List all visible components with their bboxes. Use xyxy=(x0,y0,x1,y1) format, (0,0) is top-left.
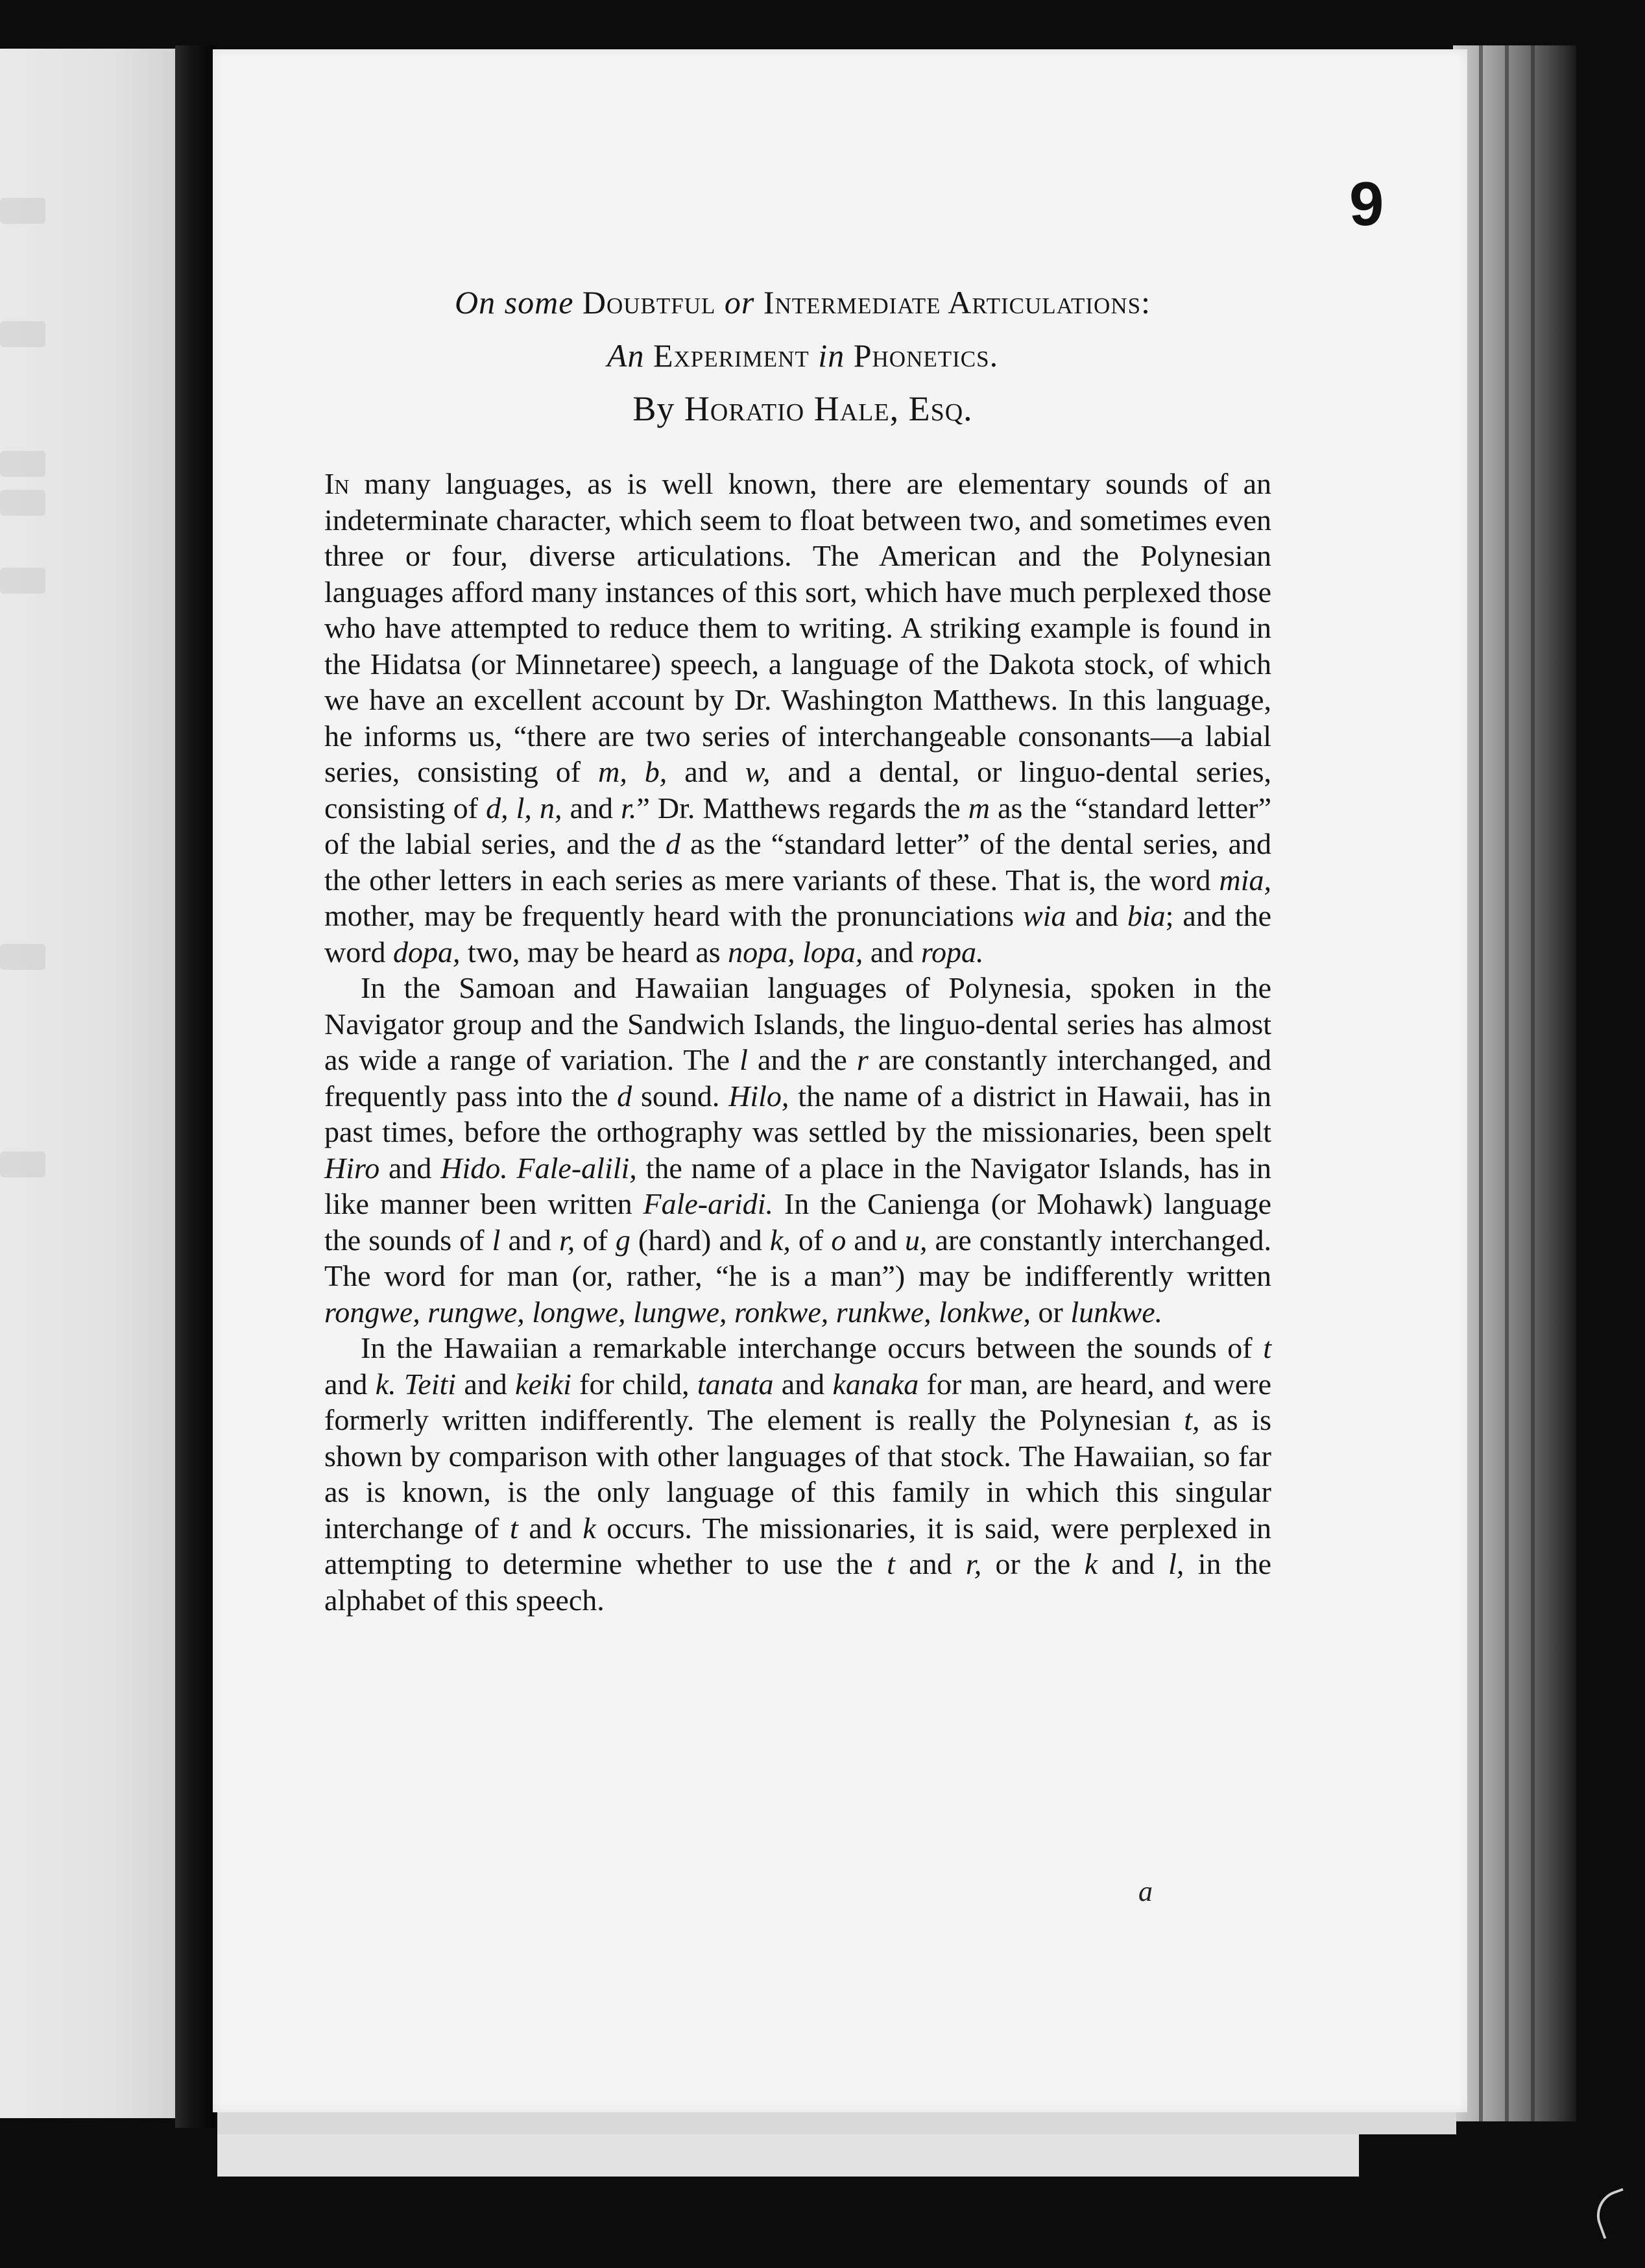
article-subtitle xyxy=(324,329,1281,382)
bleed-through-mark xyxy=(0,321,45,347)
opening-word: In xyxy=(324,467,350,500)
title-word: On some xyxy=(455,284,574,320)
left-facing-page xyxy=(0,49,188,2118)
title-word: or xyxy=(724,284,755,320)
bleed-through-mark xyxy=(0,944,45,970)
subtitle-word: Experiment xyxy=(653,337,810,374)
page-stack-edge xyxy=(1453,45,1576,2121)
bleed-through-mark xyxy=(0,1152,45,1177)
subtitle-word: in xyxy=(818,337,845,374)
author-name: Horatio Hale, Esq. xyxy=(684,389,973,428)
title-word: Doubtful xyxy=(582,284,716,320)
leaf-edge xyxy=(1531,45,1535,2121)
bleed-through-mark xyxy=(0,568,45,594)
leaf-edge xyxy=(1505,45,1509,2121)
subtitle-word: An xyxy=(606,337,645,374)
paragraph-1: In many languages, as is well known, there are elementary sounds of an indeterminate character, which seem to float between two, and sometimes even three or four, diverse articulations. The American and the Polynesian languages afford many instances of this sort, which have much perplexed those who have attempted to reduce them to writing. A striking example is found in the Hidatsa (or Minnetaree) speech, a language of the Dakota stock, of which we have an excellent account by Dr. Washington Matthews. In this language, he informs us, “there are two series of interchangeable consonants—a labial series, consisting of m, b, and w, and a dental, or linguo-dental series, consisting of d, l, n, and r.” Dr. Matthews regards the m as the “standard letter” of the labial series, and the d as the “standard letter” of the dental series, and the other letters in each series as mere variants of these. That is, the word mia, mother, may be frequently heard with the pronunciations wia and bia; and the word dopa, two, may be heard as nopa, lopa, and ropa. xyxy=(324,467,1272,969)
catchword: a xyxy=(1138,1876,1153,1907)
paragraph-3: In the Hawaiian a remarkable interchange occurs between the sounds of t and k. Teiti and keiki for child, tanata and kanaka for man, are heard, and were formerly written indifferently. The element is really the Polynesian t, as is shown by comparison with other languages of that stock. The Hawaiian, so far as is known, is the only language of this family in which this singular interchange of t and k occurs. The missionaries, it is said, were perplexed in attempting to determine whether to use the t and r, or the k and l, in the alphabet of this speech. xyxy=(324,1331,1272,1617)
subtitle-word: Phonetics. xyxy=(853,337,999,374)
page-number: 9 xyxy=(1349,169,1384,239)
bottom-leaf-edge xyxy=(217,2134,1359,2177)
bleed-through-mark xyxy=(0,198,45,224)
article-heading xyxy=(324,276,1281,435)
article-body xyxy=(324,466,1271,1618)
book-spine xyxy=(175,45,215,2128)
scan-corner-mark xyxy=(1590,2188,1637,2239)
article-byline xyxy=(324,382,1281,435)
bleed-through-mark xyxy=(0,451,45,477)
byline-word: By xyxy=(632,389,675,428)
article-title xyxy=(324,276,1281,329)
paragraph-2: In the Samoan and Hawaiian languages of Polynesia, spoken in the Navigator group and the Sandwich Islands, the linguo-dental series has almost as wide a range of variation. The l and the r are constantly interchanged, and frequently pass into the d sound. Hilo, the name of a district in Hawaii, has in past times, before the orthography was settled by the missionaries, been spelt Hiro and Hido. Fale-alili, the name of a place in the Navigator Islands, has in like manner been written Fale-aridi. In the Canienga (or Mohawk) language the sounds of l and r, of g (hard) and k, of o and u, are constantly interchanged. The word for man (or, rather, “he is a man”) may be indifferently written rongwe, rungwe, longwe, lungwe, ronkwe, runkwe, lonkwe, or lunkwe. xyxy=(324,971,1272,1329)
leaf-edge xyxy=(1479,45,1483,2121)
bleed-through-mark xyxy=(0,490,45,516)
title-word: Intermediate Articulations: xyxy=(763,284,1151,320)
